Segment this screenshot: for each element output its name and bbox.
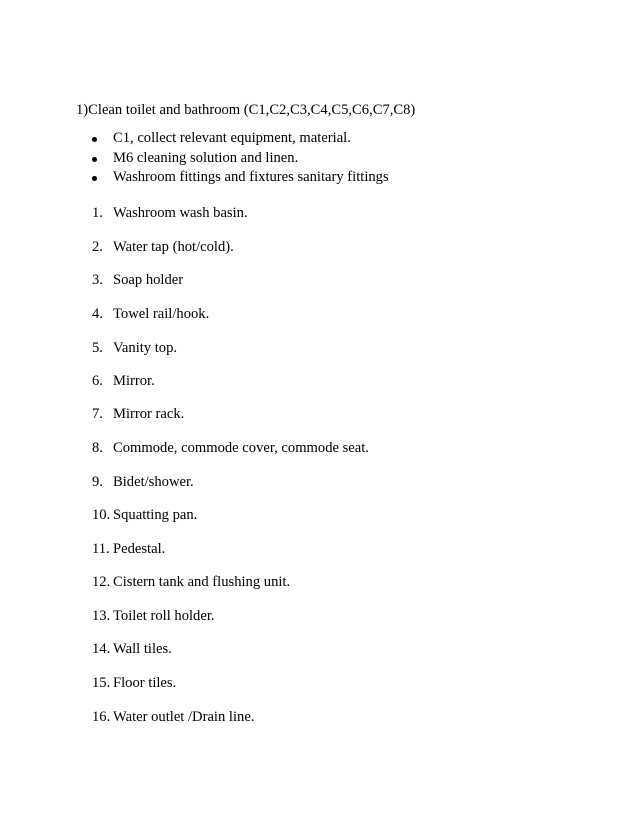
list-text: Cistern tank and flushing unit. [113, 574, 291, 590]
bullet-text: M6 cleaning solution and linen. [113, 150, 299, 166]
list-number: 11. [92, 541, 110, 557]
list-text: Water tap (hot/cold). [113, 239, 234, 255]
list-text: Squatting pan. [113, 507, 198, 523]
list-number: 8. [92, 440, 103, 456]
list-number: 4. [92, 306, 103, 322]
list-number: 5. [92, 340, 103, 356]
list-text: Washroom wash basin. [113, 205, 248, 221]
list-text: Mirror. [113, 373, 155, 389]
list-number: 6. [92, 373, 103, 389]
list-number: 7. [92, 406, 103, 422]
list-number: 2. [92, 239, 103, 255]
list-text: Water outlet /Drain line. [113, 709, 255, 725]
list-text: Mirror rack. [113, 406, 185, 422]
list-text: Towel rail/hook. [113, 306, 210, 322]
bullet-text: Washroom fittings and fixtures sanitary fittings [113, 169, 389, 185]
list-number: 13. [92, 608, 111, 624]
list-number: 10. [92, 507, 111, 523]
bullet-dot-icon [92, 157, 97, 162]
list-number: 12. [92, 574, 111, 590]
section-heading: 1)Clean toilet and bathroom (C1,C2,C3,C4,C5,C6,C7,C8) [76, 102, 416, 118]
list-number: 3. [92, 272, 103, 288]
list-text: Floor tiles. [113, 675, 177, 691]
bullet-dot-icon [92, 137, 97, 142]
list-text: Wall tiles. [113, 641, 172, 657]
list-text: Bidet/shower. [113, 474, 194, 490]
bullet-text: C1, collect relevant equipment, material. [113, 130, 351, 146]
list-text: Pedestal. [113, 541, 166, 557]
list-number: 1. [92, 205, 103, 221]
list-number: 14. [92, 641, 111, 657]
list-number: 16. [92, 709, 111, 725]
bullet-dot-icon [92, 176, 97, 181]
list-number: 9. [92, 474, 103, 490]
list-text: Toilet roll holder. [113, 608, 215, 624]
list-text: Soap holder [113, 272, 184, 288]
list-number: 15. [92, 675, 111, 691]
list-text: Vanity top. [113, 340, 178, 356]
list-text: Commode, commode cover, commode seat. [113, 440, 369, 456]
